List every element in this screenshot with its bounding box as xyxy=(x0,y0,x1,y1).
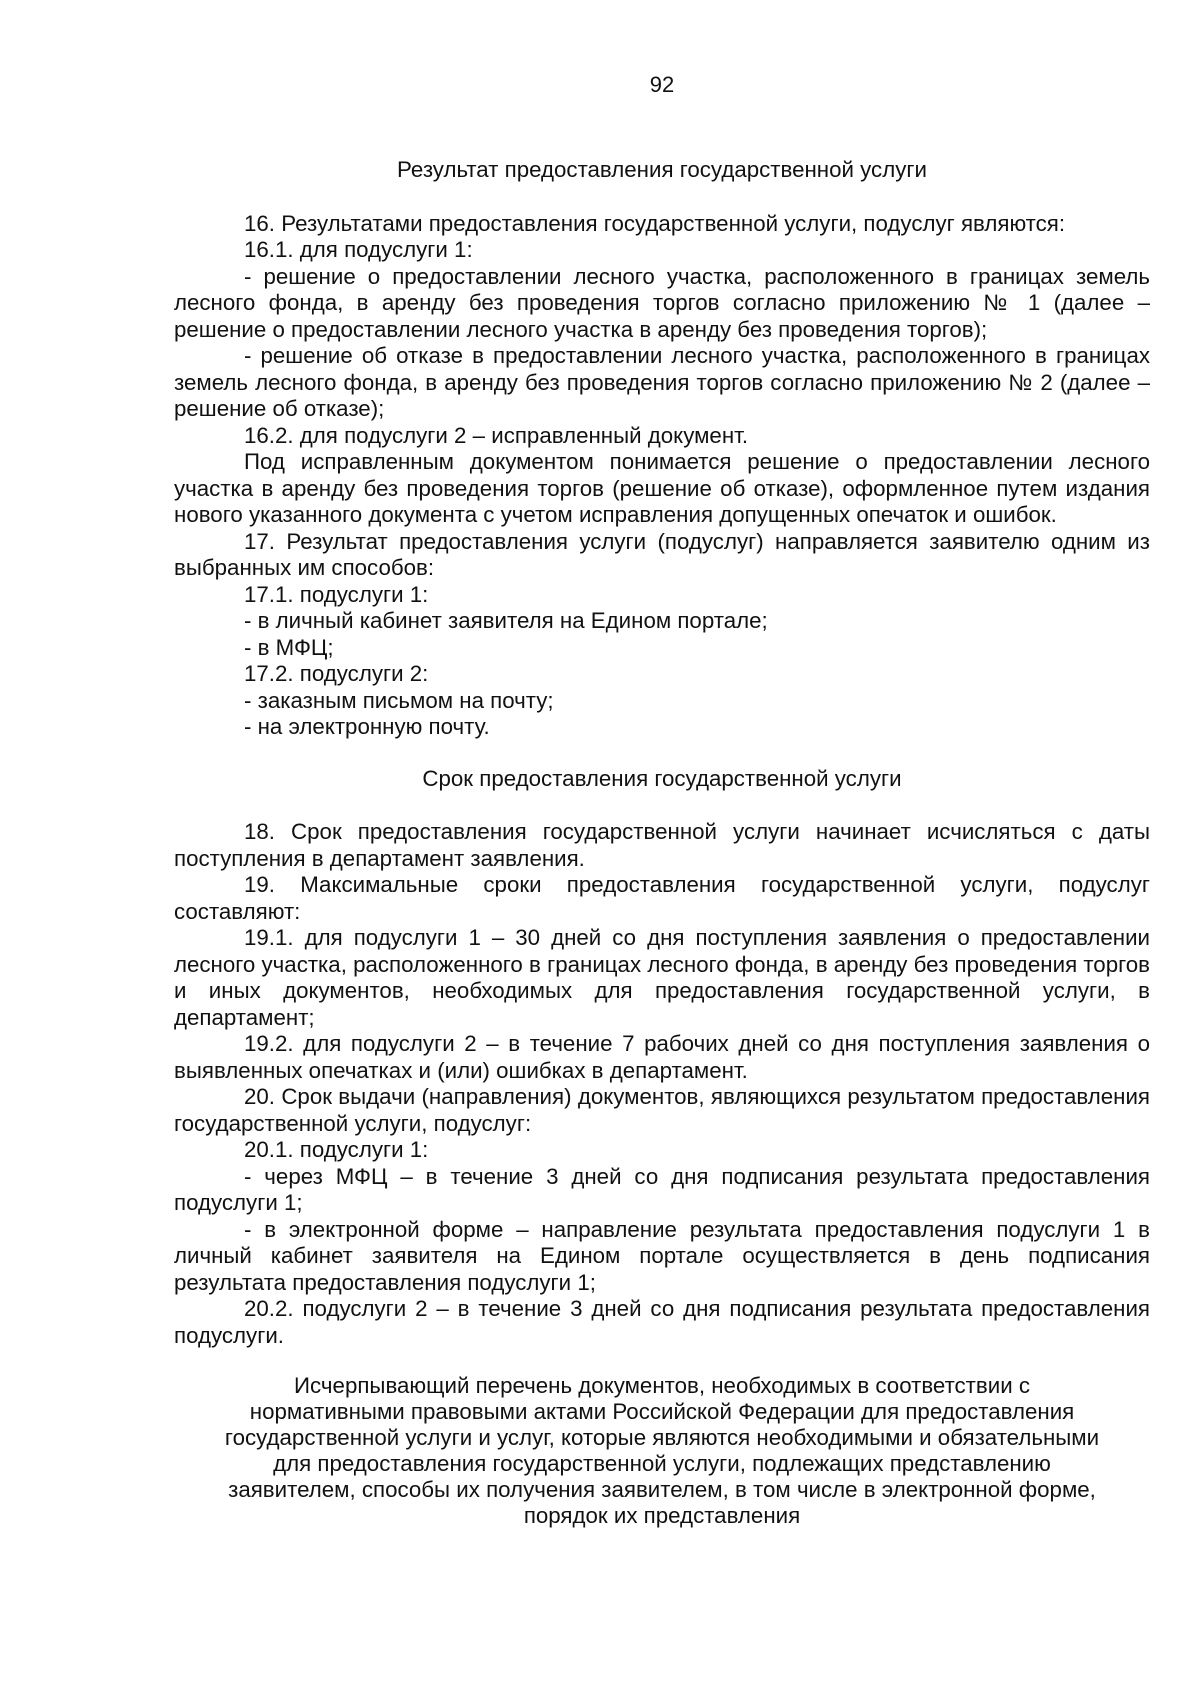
document-body xyxy=(174,157,1150,1529)
final-section-heading xyxy=(174,1373,1150,1529)
paragraph: 17.1. подуслуги 1: xyxy=(244,581,429,607)
paragraph: 16.2. для подуслуги 2 – исправленный документ. xyxy=(244,422,749,448)
final-heading-line: для предоставления государственной услуги, подлежащих представлению xyxy=(273,1451,1051,1476)
section-heading-term: Срок предоставления государственной услуги xyxy=(422,765,902,791)
paragraph: 20.1. подуслуги 1: xyxy=(244,1137,429,1162)
paragraph: - в электронной форме – направление результата предоставления подуслуги 1 в личный кабинет заявителя на Едином портале осуществляется в день подписания результата предоставления подуслуги 1; xyxy=(174,1216,1150,1295)
paragraph: 20. Срок выдачи (направления) документов, являющихся результатом предоставления государственной услуги, подуслуг: xyxy=(174,1084,1150,1136)
paragraph: 19.2. для подуслуги 2 – в течение 7 рабочих дней со дня поступления заявления о выявленных опечатках и (или) ошибках в департамент. xyxy=(174,1031,1150,1083)
final-heading-line: заявителем, способы их получения заявителем, в том числе в электронной форме, xyxy=(228,1477,1096,1502)
paragraph: 16. Результатами предоставления государственной услуги, подуслуг являются: xyxy=(244,210,1066,236)
paragraph: 20.2. подуслуги 2 – в течение 3 дней со дня подписания результата предоставления подуслуги. xyxy=(174,1296,1150,1348)
section-term-body xyxy=(174,819,1150,1349)
paragraph: - решение о предоставлении лесного участка, расположенного в границах земель лесного фонда, в аренду без проведения торгов согласно приложению № 1 (далее – решение о предоставлении лесного участка в аренду без проведения торгов); xyxy=(174,263,1150,342)
paragraph: 19. Максимальные сроки предоставления государственной услуги, подуслуг составляют: xyxy=(174,872,1150,924)
paragraph: 17. Результат предоставления услуги (подуслуг) направляется заявителю одним из выбранных им способов: xyxy=(174,528,1150,580)
paragraph: 19.1. для подуслуги 1 – 30 дней со дня поступления заявления о предоставлении лесного участка, расположенного в границах лесного фонда, в аренду без проведения торгов и иных документов, необходимых для предоставления государственной услуги, в департамент; xyxy=(174,925,1150,1030)
paragraph: - на электронную почту. xyxy=(244,714,490,739)
paragraph: - через МФЦ – в течение 3 дней со дня подписания результата предоставления подуслуги 1; xyxy=(174,1163,1150,1215)
final-heading-line: порядок их представления xyxy=(523,1503,801,1528)
final-heading-line: государственной услуги и услуг, которые являются необходимыми и обязательными xyxy=(224,1425,1100,1450)
paragraph: - решение об отказе в предоставлении лесного участка, расположенного в границах земель лесного фонда, в аренду без проведения торгов согласно приложению № 2 (далее – решение об отказе); xyxy=(174,343,1150,421)
paragraph: Под исправленным документом понимается решение о предоставлении лесного участка в аренду без проведения торгов (решение об отказе), оформленное путем издания нового указанного документа с учетом исправления допущенных опечаток и ошибок. xyxy=(174,449,1150,527)
paragraph: 16.1. для подуслуги 1: xyxy=(244,237,473,262)
paragraph: 18. Срок предоставления государственной услуги начинает исчисляться с даты поступления в департамент заявления. xyxy=(174,819,1150,871)
paragraph: - в МФЦ; xyxy=(244,634,334,660)
section-result-body xyxy=(174,211,1150,741)
paragraph: - заказным письмом на почту; xyxy=(244,687,554,713)
section-heading-result: Результат предоставления государственной услуги xyxy=(397,157,927,182)
paragraph: - в личный кабинет заявителя на Едином портале; xyxy=(244,608,768,633)
final-heading-line: нормативными правовыми актами Российской Федерации для предоставления xyxy=(249,1399,1075,1424)
paragraph: 17.2. подуслуги 2: xyxy=(244,661,429,686)
final-heading-line: Исчерпывающий перечень документов, необходимых в соответствии с xyxy=(294,1373,1030,1398)
page-number: 92 xyxy=(649,72,675,97)
